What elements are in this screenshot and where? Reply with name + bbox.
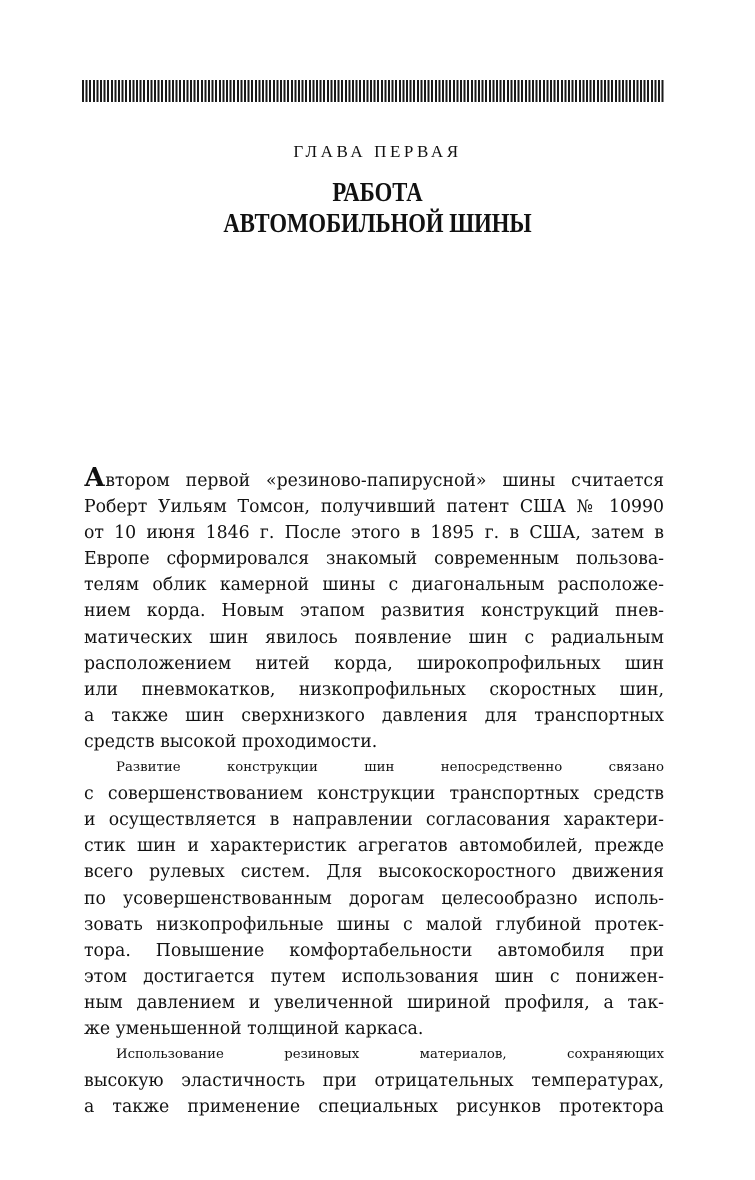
paragraph-line: а также шин сверхнизкого давления для транспортных [84, 705, 664, 726]
paragraph-line: нием корда. Новым этапом развития конструкций пнев- [84, 601, 664, 622]
paragraph-line: и осуществляется в направлении согласования характери- [84, 810, 664, 831]
paragraph-line: Европе сформировался знакомый современным пользова- [84, 549, 664, 570]
paragraph-line: высокую эластичность при отрицательных температурах, [84, 1071, 664, 1092]
paragraph-line: по усовершенствованным дорогам целесообразно исполь- [84, 888, 664, 909]
paragraph-line: Развитие конструкции шин непосредственно связано [116, 760, 664, 776]
paragraph-line: тора. Повышение комфортабельности автомобиля при [84, 940, 664, 961]
paragraph-line: от 10 июня 1846 г. После этого в 1895 г. в США, затем в [84, 523, 664, 544]
chapter-label: ГЛАВА ПЕРВАЯ [293, 142, 462, 161]
paragraph-line: же уменьшенной толщиной каркаса. [84, 1018, 424, 1039]
paragraph-line: Использование резиновых материалов, сохраняющих [116, 1047, 664, 1063]
paragraph-line: расположением нитей корда, широкопрофильных шин [84, 653, 664, 674]
line-text: втором первой «резиново-папирусной» шины считается [105, 471, 664, 491]
body-text [84, 463, 664, 1120]
paragraph-line [84, 463, 664, 494]
paragraph-line: зовать низкопрофильные шины с малой глубиной протек- [84, 914, 664, 935]
paragraph-line: с совершенствованием конструкции транспортных средств [84, 784, 664, 805]
header-ornament-rule [82, 80, 665, 102]
paragraph-line: матических шин явилось появление шин с радиальным [84, 627, 664, 648]
paragraph-line: Роберт Уильям Томсон, получивший патент США № 10990 [84, 497, 664, 518]
paragraph-line: или пневмокатков, низкопрофильных скоростных шин, [84, 679, 664, 700]
paragraph-line: ным давлением и увеличенной шириной профиля, а так- [84, 992, 664, 1013]
paragraph-line: средств высокой проходимости. [84, 731, 378, 752]
paragraph-line: а также применение специальных рисунков протектора [84, 1097, 664, 1118]
paragraph-line: телям облик камерной шины с диагональным расположе- [84, 575, 664, 596]
chapter-title-line-1: РАБОТА [332, 177, 423, 207]
paragraph-line: стик шин и характеристик агрегатов автомобилей, прежде [84, 836, 664, 857]
drop-cap: А [84, 463, 106, 493]
paragraph-line: всего рулевых систем. Для высокоскоростного движения [84, 862, 664, 883]
chapter-title-line-2: АВТОМОБИЛЬНОЙ ШИНЫ [223, 208, 532, 238]
chapter-title [60, 177, 694, 239]
paragraph-line: этом достигается путем использования шин с понижен- [84, 966, 664, 987]
